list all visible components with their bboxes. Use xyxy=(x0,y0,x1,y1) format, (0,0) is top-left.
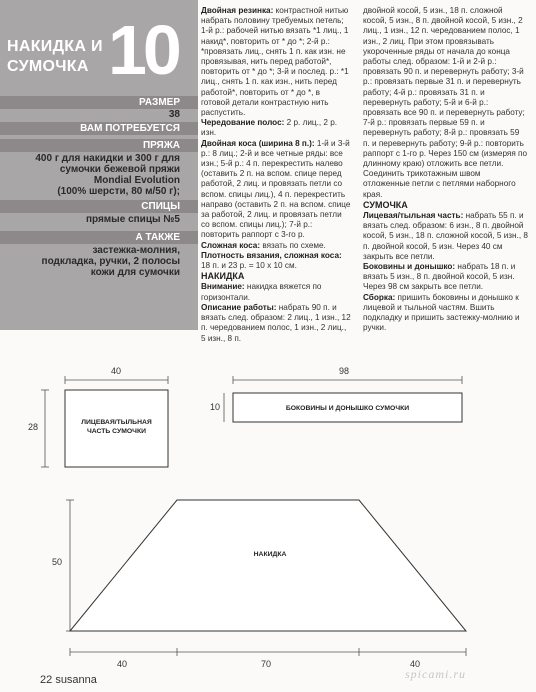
front-name-line-1: ЛИЦЕВАЯ/ТЫЛЬНАЯ xyxy=(81,419,152,426)
section-size-bar xyxy=(0,96,198,109)
size-value: 38 xyxy=(168,109,180,120)
front-height-label: 28 xyxy=(28,422,39,432)
extras-line-3: кожи для сумочки xyxy=(90,267,180,278)
col1-paragraph-2: Чередование полос: 2 р. лиц., 2 р. изн. xyxy=(201,118,338,138)
col1-paragraph-8: Описание работы: набрать 90 п. и вязать след. образом: 2 лиц., 1 изн., 12 п. чередованием полос, 1 изн., 2 лиц., 5 изн., 8 п. xyxy=(201,302,351,343)
sidebar xyxy=(0,0,198,330)
col1-paragraph-4: Сложная коса: вязать по схеме. xyxy=(201,240,326,250)
col2-paragraph-4: Боковины и донышко: набрать 18 п. и вязать 5 изн., 8 п. двойной косой, 5 изн. Через 98 см закрыть все петли. xyxy=(363,262,516,292)
section-needles-bar xyxy=(0,200,198,213)
side-width-label: 98 xyxy=(339,366,350,376)
title-box xyxy=(0,0,198,88)
cape-name: НАКИДКА xyxy=(253,551,287,558)
section-needles-label: СПИЦЫ xyxy=(141,201,180,212)
needles-value: прямые спицы №5 xyxy=(85,214,180,225)
side-strip-name: БОКОВИНЫ И ДОНЫШКО СУМОЧКИ xyxy=(285,405,410,412)
col2-paragraph-2: СУМОЧКА xyxy=(363,199,408,210)
page-number: 22 xyxy=(40,674,53,686)
col2-paragraph-5: Сборка: пришить боковины и донышко к лицевой и тыльной частям. Вшить подкладку и пришить застежку-молнию и ручки. xyxy=(363,292,520,333)
title-line-1: НАКИДКА И xyxy=(7,38,103,55)
section-size-label: РАЗМЕР xyxy=(139,97,180,108)
watermark: spicami.ru xyxy=(405,667,466,681)
col2-paragraph-3: Лицевая/тыльная часть: набрать 55 п. и вязать след. образом: 6 изн., 8 п. двойной косой, 5 изн., 18 п. сложной косой, 5 изн., 8 п. двойной косой, 5 изн. Через 40 см закрыть все петли. xyxy=(363,211,528,261)
extras-line-1: застежка-молния, xyxy=(92,245,180,256)
col2-paragraph-1: двойной косой, 5 изн., 18 п. сложной косой, 5 изн., 8 п. двойной косой, 5 изн., 2 лиц., 1 изн., 12 п. чередованием полос, 1 изн., 2 лиц. При этом провязывать укороченные ряды от начала до конца работы след. образом: 1-й и 2-й р.: провязать 90 п. и перевернуть работу; 3-й р.: провязать первые 31 п. и перевернуть работу; 4-й р.: провязать 31 п. и перевернуть работу; 5-й и 6-й р.: провязать все 90 п. и перевернуть работу; 7-й р.: провязать первые 59 п. и перевернуть работу; 8-й р.: провязать 59 п. и перевернуть работу; 9-й р.: повторить раппорт с 1-го р. Через 150 см (измеряя по длинному краю) отложить все петли. Соединить трикотажным швом отложенные петли с петлями наборного края. xyxy=(363,6,528,199)
col1-paragraph-1: Двойная резинка: контрастной нитью набрать половину требуемых петель; 1-й р.: рабочей нитью вязать *1 лиц., 1 накид*, повторить от * до *; 2-й р.: *провязать лиц., снять 1 п. как изн. не провязывая, нить перед работой*, повторить от * до *; 3-й и послед. р.: *1 лиц., снять 1 п. как изн., нить перед работой*, повторить от * до *, в готовой детали контрастную нить распустить. xyxy=(201,6,349,118)
footer xyxy=(40,674,97,686)
cape-bottom-left-label: 40 xyxy=(117,659,128,669)
side-strip-diagram xyxy=(224,376,462,422)
instructions-column-1 xyxy=(201,6,351,344)
front-name-line-2: ЧАСТЬ СУМОЧКИ xyxy=(87,427,146,435)
pattern-number: 10 xyxy=(108,11,178,89)
section-extras-bar xyxy=(0,231,198,244)
section-materials-bar xyxy=(0,122,198,135)
col1-paragraph-3: Двойная коса (ширина 8 п.): 1-й и 3-й р.: 8 лиц.; 2-й и все четные ряды: все изн.; 5-й р.: 4 п. перекрестить налево (оставить 2 п. на вспом. спице перед работой, 2 лиц. и провязать петли со вспом. спицы лиц.), 4 п. перекрестить направо (оставить 2 п. на вспом. спице за работой, 2 лиц. и провязать петли со вспом. спицы лиц.); 7-й р.: повторить раппорт с 3-го р. xyxy=(201,138,351,240)
title-line-2: СУМОЧКА xyxy=(7,58,89,75)
yarn-line-2: сумочки бежевой пряжи xyxy=(59,164,180,175)
side-height-label: 10 xyxy=(210,402,221,412)
section-extras-label: А ТАКЖЕ xyxy=(135,232,180,243)
yarn-line-4: (100% шерсти, 80 м/50 г); xyxy=(57,186,180,197)
cape-bottom-right-label: 40 xyxy=(410,659,421,669)
front-panel-name xyxy=(65,419,168,436)
cape-diagram xyxy=(66,500,466,656)
cape-bottom-mid-label: 70 xyxy=(261,659,272,669)
extras-line-2: подкладка, ручки, 2 полосы xyxy=(41,256,180,267)
col1-paragraph-7: Внимание: накидка вяжется по горизонтали. xyxy=(201,282,322,302)
yarn-line-3: Mondial Evolution xyxy=(93,175,180,186)
cape-height-label: 50 xyxy=(52,557,63,567)
section-yarn-label: ПРЯЖА xyxy=(142,140,180,151)
instructions-column-2 xyxy=(363,6,528,334)
front-width-label: 40 xyxy=(111,366,122,376)
col1-paragraph-6: НАКИДКА xyxy=(201,271,245,282)
section-materials-label: ВАМ ПОТРЕБУЕТСЯ xyxy=(80,123,180,134)
yarn-line-1: 400 г для накидки и 300 г для xyxy=(35,153,180,164)
magazine-name: susanna xyxy=(55,674,97,686)
section-yarn-bar xyxy=(0,139,198,152)
col1-paragraph-5: Плотность вязания, сложная коса: 18 п. и 23 р. = 10 х 10 см. xyxy=(201,250,342,271)
schematics xyxy=(0,355,536,675)
